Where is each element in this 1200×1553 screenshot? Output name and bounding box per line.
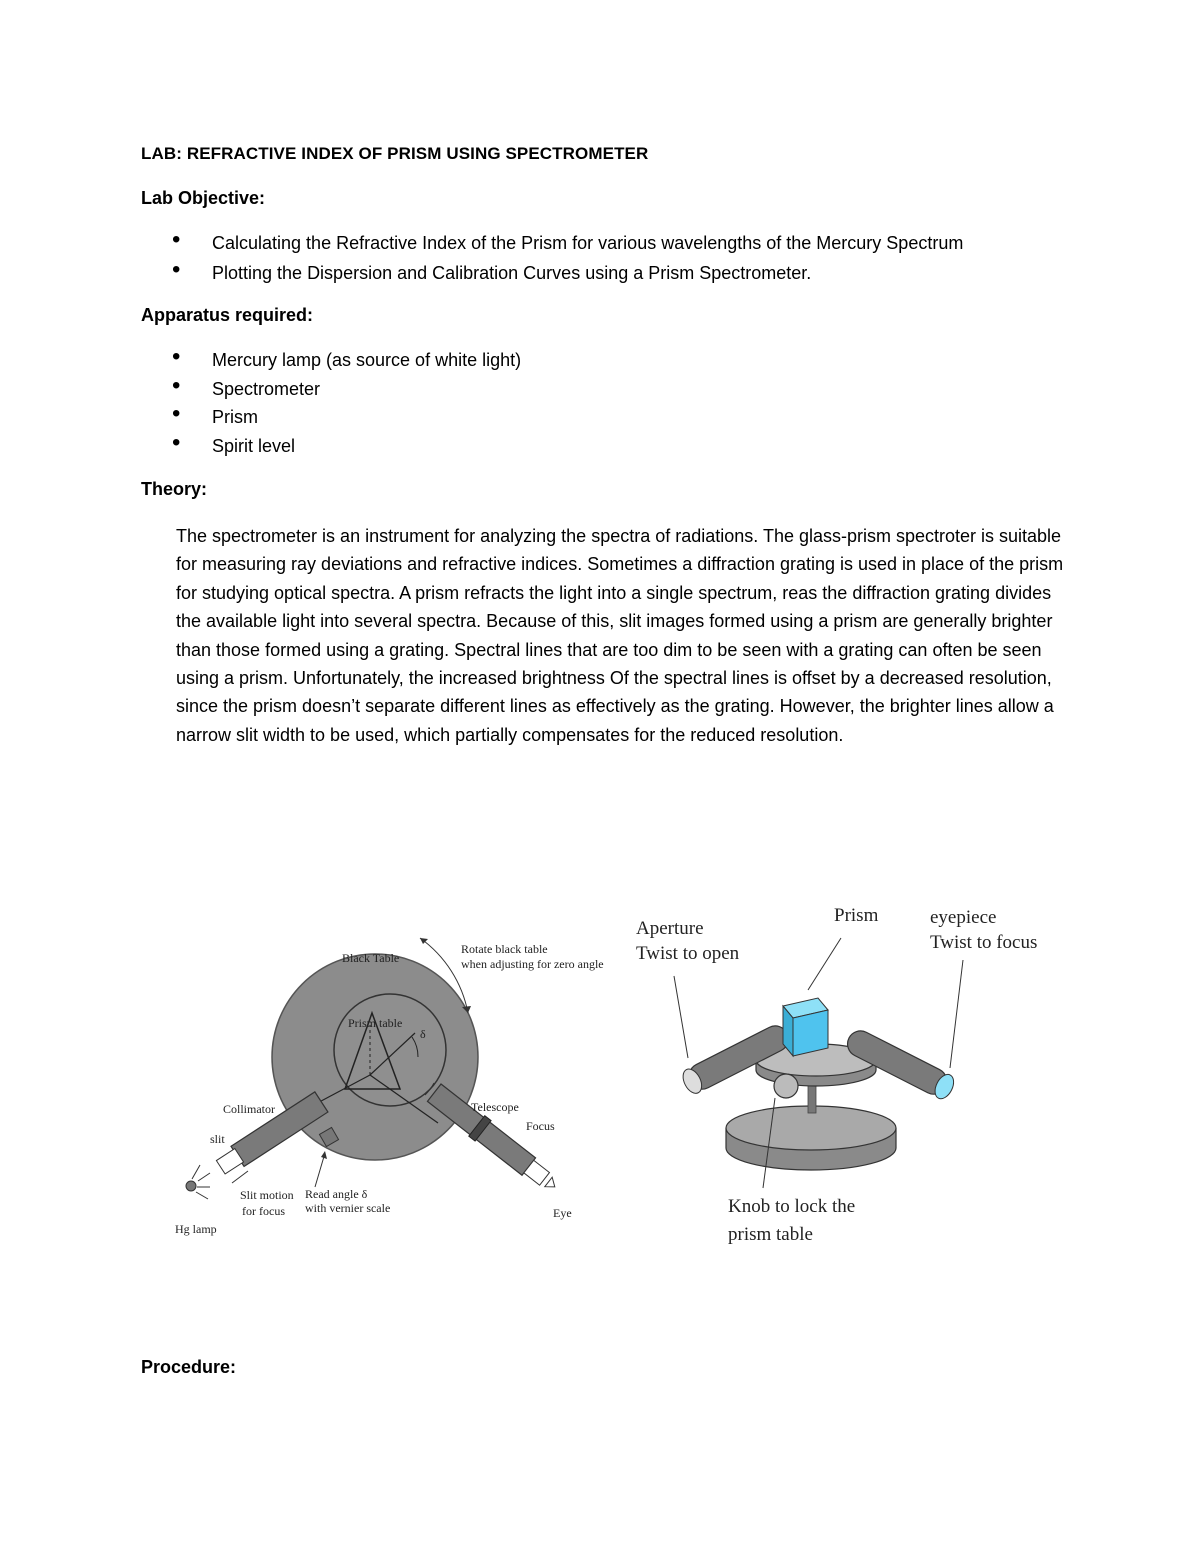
prism-table-label: Prism table [348, 1016, 403, 1030]
read-angle-pointer [315, 1153, 325, 1187]
focus-label: Focus [526, 1119, 555, 1133]
prism-front-face [793, 1010, 828, 1056]
hg-lamp-label: Hg lamp [175, 1222, 217, 1236]
objective-list [172, 231, 963, 291]
eyepiece-label-line1: eyepiece [930, 907, 997, 928]
read-angle-arrowhead [321, 1151, 327, 1159]
lamp-ray [192, 1165, 200, 1179]
rotate-note-line1: Rotate black table [461, 942, 548, 956]
collimator-label: Collimator [223, 1102, 275, 1116]
apparatus-item: • Spectrometer [172, 377, 521, 406]
hg-lamp-icon [186, 1181, 196, 1191]
document-title: LAB: REFRACTIVE INDEX OF PRISM USING SPECTROMETER [141, 144, 649, 163]
knob-label-line2: prism table [728, 1224, 813, 1245]
apparatus-item: • Prism [172, 405, 521, 434]
apparatus-list [172, 348, 521, 462]
objective-item: • Calculating the Refractive Index of the Prism for various wavelengths of the Mercury Spectrum [172, 231, 963, 261]
theory-heading: Theory: [141, 479, 208, 499]
prism-label: Prism [834, 905, 879, 926]
objective-heading: Lab Objective: [141, 188, 266, 208]
lamp-ray [198, 1173, 210, 1181]
slit-motion-line2: for focus [242, 1204, 285, 1218]
spectrometer-perspective-figure [628, 898, 1068, 1258]
rotate-note-line2: when adjusting for zero angle [461, 957, 604, 971]
eyepiece-label-line2: Twist to focus [930, 932, 1038, 953]
spectrometer-diagram [170, 925, 610, 1245]
apparatus-heading: Apparatus required: [141, 305, 314, 325]
aperture-leader [674, 976, 688, 1058]
eye-label: Eye [553, 1206, 572, 1220]
slit-label: slit [210, 1132, 225, 1146]
telescope-label: Telescope [471, 1100, 519, 1114]
objective-item: • Plotting the Dispersion and Calibration Curves using a Prism Spectrometer. [172, 261, 963, 291]
lock-knob [774, 1074, 798, 1098]
aperture-label-line2: Twist to open [636, 943, 740, 964]
read-angle-line1: Read angle δ [305, 1187, 368, 1201]
procedure-heading: Procedure: [141, 1357, 237, 1377]
knob-label-line1: Knob to lock the [728, 1196, 856, 1217]
eyepiece-leader [950, 960, 963, 1068]
slit-motion-line1: Slit motion [240, 1188, 294, 1202]
read-angle-line2: with vernier scale [305, 1201, 391, 1215]
spectrometer-top-view-figure [170, 925, 610, 1245]
prism-leader [808, 938, 841, 990]
slit-motion-arrow [232, 1171, 248, 1183]
apparatus-item: • Mercury lamp (as source of white light) [172, 348, 521, 377]
black-table-label: Black Table [342, 951, 400, 965]
aperture-label-line1: Aperture [636, 918, 704, 939]
delta-label: δ [420, 1027, 426, 1041]
theory-paragraph: The spectrometer is an instrument for analyzing the spectra of radiations. The glass-prism spectroter is suitable for measuring ray deviations and refractive indices. Sometimes a diffraction grating is used in place of the prism for studying optical spectra. A prism refracts the light into a single spectrum, reas the diffraction grating divides the available light into several spectra. Because of this, slit images formed using a prism are generally brighter than those formed using a grating. Spectral lines that are too dim to be seen with a grating can often be seen using a prism. Unfortunately, the increased brightness Of the spectral lines is offset by a decreased resolution, since the prism doesn’t separate different lines as effectively as the grating. However, the brighter lines allow a narrow slit width to be used, which partially compensates for the reduced resolution. [176, 526, 1064, 745]
apparatus-item: • Spirit level [172, 434, 521, 463]
lamp-ray [196, 1192, 208, 1199]
